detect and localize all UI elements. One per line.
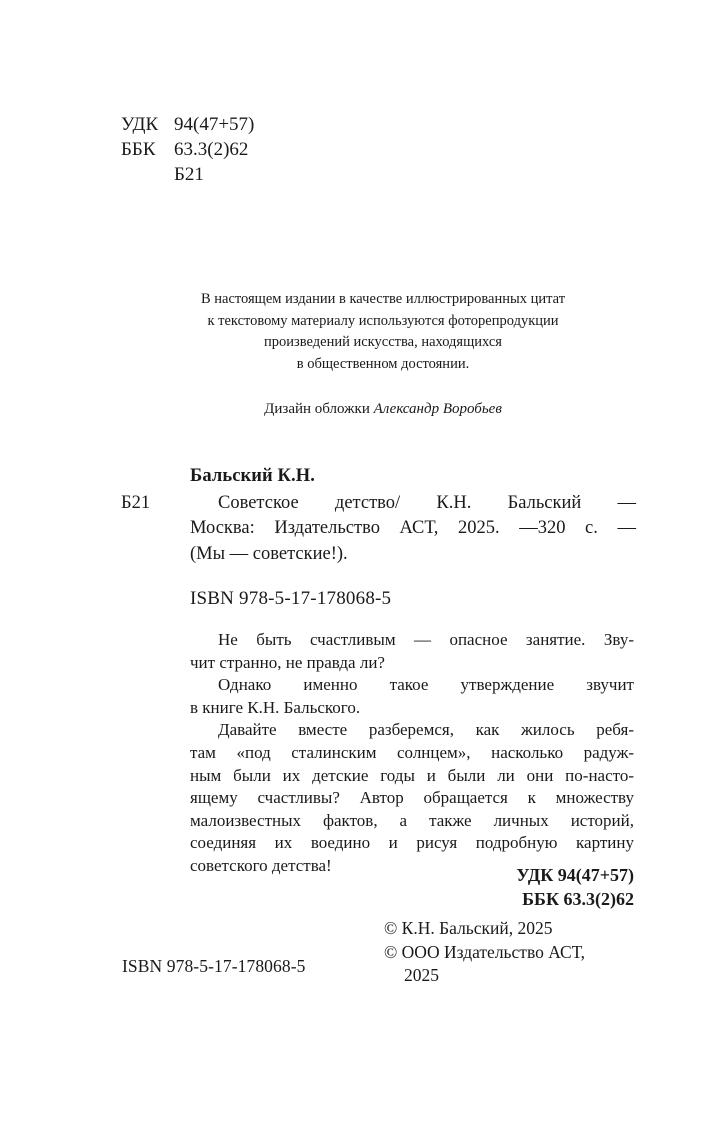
classification-row-udk bbox=[121, 112, 254, 137]
biblio-body bbox=[121, 491, 636, 568]
annotation-p2-line-1: Однако именно такое утверждение звучит bbox=[218, 675, 634, 695]
classification-repeat-bbk: ББК 63.3(2)62 bbox=[522, 889, 634, 909]
annotation-p3-line-6: соединяя их воедино и рисуя подробную картину bbox=[190, 833, 634, 853]
classification-label-udk: УДК bbox=[121, 114, 159, 135]
classification-value-udk: 94(47+57) bbox=[174, 114, 255, 135]
annotation-p1-line-1: Не быть счастливым — опасное занятие. Зву- bbox=[218, 630, 634, 649]
biblio-line-1: Советское детство/ К.Н. Бальский — bbox=[218, 492, 636, 513]
annotation-p3-line-3: ным были их детские годы и были ли они по-насто- bbox=[190, 765, 634, 785]
annotation-p2-line-2: в книге К.Н. Бальского. bbox=[190, 697, 361, 717]
biblio-author-name: Бальский К.Н. bbox=[190, 466, 315, 486]
annotation-paragraph-1 bbox=[190, 629, 634, 674]
classification-label-bbk: ББК bbox=[121, 139, 156, 160]
classification-value-sigla: Б21 bbox=[174, 164, 204, 185]
copyright-line-publisher: © ООО Издательство АСТ, bbox=[384, 941, 585, 962]
credit-designer-name: Александр Воробьев bbox=[373, 401, 502, 417]
isbn-main: ISBN 978-5-17-178068-5 bbox=[190, 588, 392, 609]
biblio-line-3: (Мы — советские!). bbox=[190, 543, 348, 564]
classification-value-bbk: 63.3(2)62 bbox=[174, 139, 249, 160]
notice-line-1: В настоящем издании в качестве иллюстрированных цитат bbox=[200, 291, 566, 307]
cover-designer-credit bbox=[70, 399, 696, 420]
biblio-line-2: Москва: Издательство АСТ, 2025. —320 с. — bbox=[190, 518, 636, 538]
classification-row-sigla bbox=[121, 162, 254, 187]
biblio-sigla: Б21 bbox=[121, 492, 151, 513]
notice-line-2: к текстовому материалу используются фоторепродукции bbox=[207, 312, 559, 329]
annotation-paragraph-2 bbox=[190, 674, 634, 719]
classification-row-bbk bbox=[121, 137, 254, 162]
book-annotation bbox=[190, 629, 634, 878]
classification-block bbox=[121, 112, 254, 187]
notice-line-4: в общественном достоянии. bbox=[296, 355, 470, 372]
illustration-rights-notice bbox=[70, 289, 696, 375]
credit-prefix: Дизайн обложки bbox=[264, 401, 374, 417]
annotation-paragraph-3 bbox=[190, 719, 634, 877]
classification-repeat-udk: УДК 94(47+57) bbox=[516, 865, 634, 885]
annotation-p3-line-4: ящему счастливы? Автор обращается к множеству bbox=[190, 788, 634, 808]
annotation-p3-line-7: советского детства! bbox=[190, 855, 332, 875]
notice-line-3: произведений искусства, находящихся bbox=[264, 334, 502, 350]
classification-repeat-block bbox=[334, 863, 634, 911]
annotation-p3-line-1: Давайте вместе разберемся, как жилось ребя- bbox=[218, 720, 634, 740]
isbn-bottom: ISBN 978-5-17-178068-5 bbox=[122, 956, 306, 976]
copyright-block bbox=[384, 917, 644, 988]
biblio-description bbox=[190, 491, 636, 568]
copyright-line-author: © К.Н. Бальский, 2025 bbox=[384, 918, 553, 938]
bibliographic-record bbox=[121, 464, 636, 567]
annotation-p1-line-2: чит странно, не правда ли? bbox=[190, 652, 385, 672]
copyright-line-publisher-year: 2025 bbox=[404, 965, 439, 985]
annotation-p3-line-5: малоизвестных фактов, а также личных историй, bbox=[190, 810, 634, 830]
annotation-p3-line-2: там «под сталинским солнцем», насколько радуж- bbox=[190, 742, 634, 762]
